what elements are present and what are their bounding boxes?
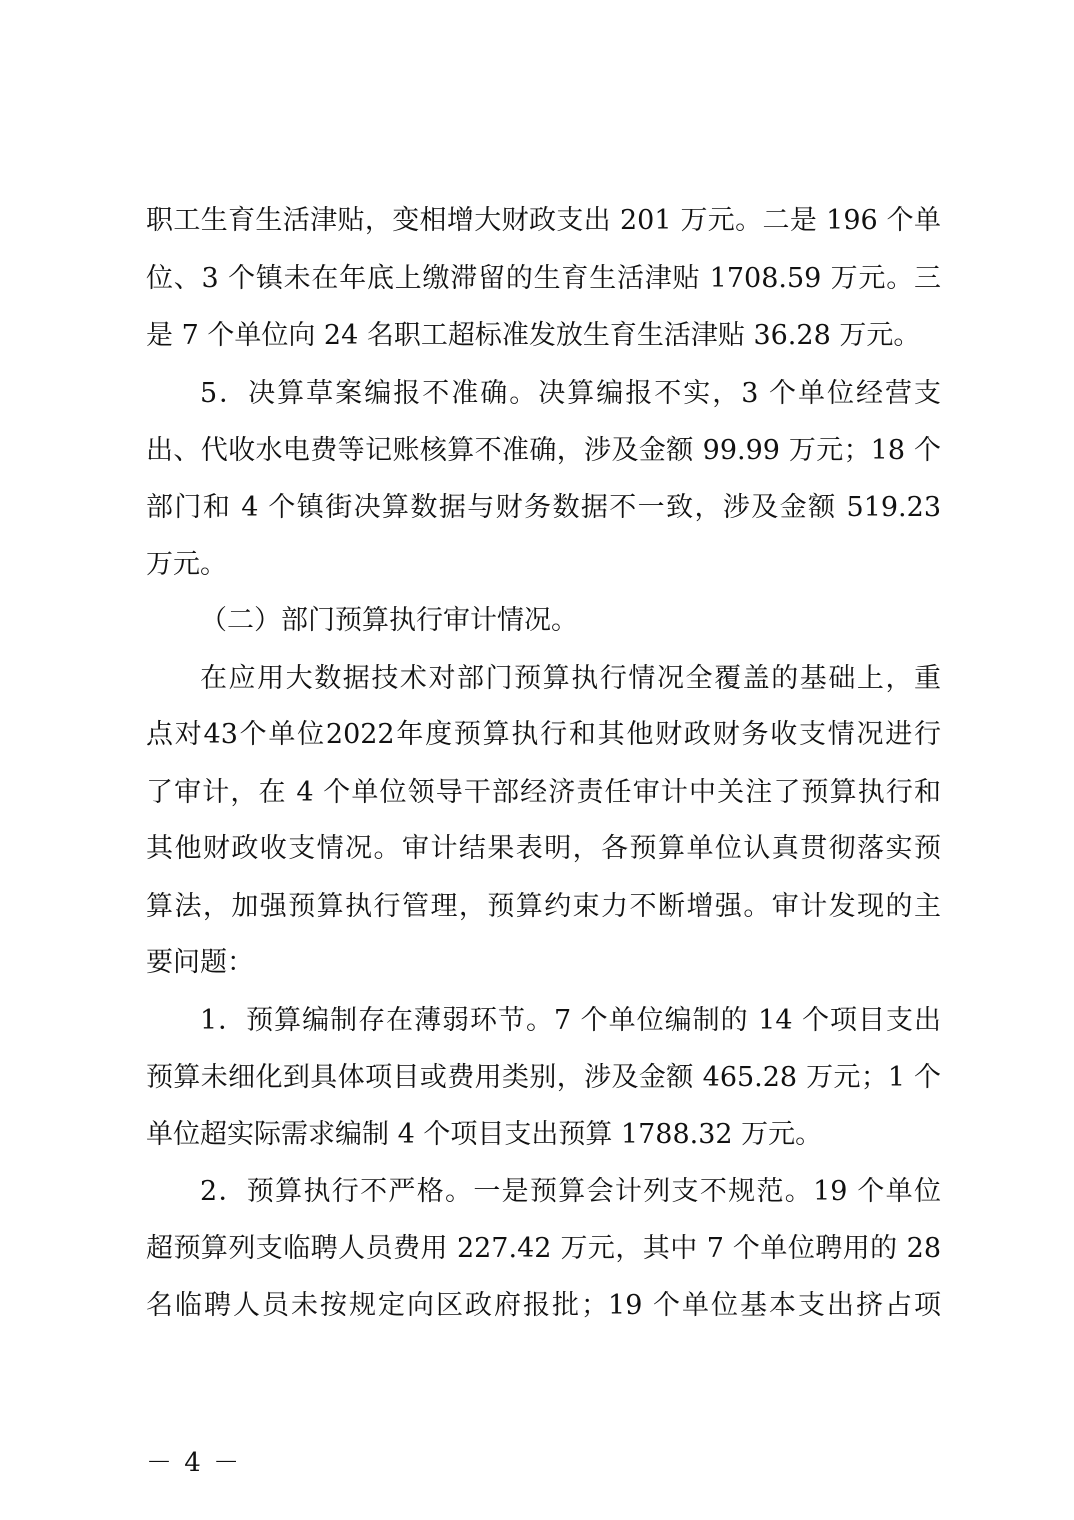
body-text-line: 了审计，在 4 个单位领导干部经济责任审计中关注了预算执行和 [146,777,941,808]
section-heading: （二）部门预算执行审计情况。 [200,605,578,636]
body-text-line: 要问题： [146,947,254,978]
body-text-line: 部门和 4 个镇街决算数据与财务数据不一致，涉及金额 519.23 [146,492,941,523]
body-text-line: 点对43个单位2022年度预算执行和其他财政财务收支情况进行 [146,719,941,750]
body-text-line: 出、代收水电费等记账核算不准确，涉及金额 99.99 万元；18 个 [146,435,941,466]
body-text-line: 职工生育生活津贴，变相增大财政支出 201 万元。二是 196 个单 [146,205,941,236]
body-text-line: 超预算列支临聘人员费用 227.42 万元，其中 7 个单位聘用的 28 [146,1233,941,1264]
body-text-line: 单位超实际需求编制 4 个项目支出预算 1788.32 万元。 [146,1119,823,1150]
body-text-line: 预算未细化到具体项目或费用类别，涉及金额 465.28 万元；1 个 [146,1062,941,1093]
section-item-2-heading-line: 2．预算执行不严格。一是预算会计列支不规范。19 个单位 [200,1176,941,1207]
body-text-line: 位、3 个镇未在年底上缴滞留的生育生活津贴 1708.59 万元。三 [146,263,941,294]
body-text-line: 名临聘人员未按规定向区政府报批；19 个单位基本支出挤占项 [146,1290,941,1321]
body-text-line: 其他财政收支情况。审计结果表明，各预算单位认真贯彻落实预 [146,833,941,864]
body-text-line: 是 7 个单位向 24 名职工超标准发放生育生活津贴 36.28 万元。 [146,320,921,351]
section-item-5-heading-line: 5．决算草案编报不准确。决算编报不实，3 个单位经营支 [200,378,941,409]
body-text-line: 万元。 [146,549,227,580]
body-text-line: 在应用大数据技术对部门预算执行情况全覆盖的基础上，重 [200,663,941,694]
section-item-1-heading-line: 1．预算编制存在薄弱环节。7 个单位编制的 14 个项目支出 [200,1005,941,1036]
body-text-line: 算法，加强预算执行管理，预算约束力不断增强。审计发现的主 [146,891,941,922]
page-number: － 4 － [146,1448,242,1478]
